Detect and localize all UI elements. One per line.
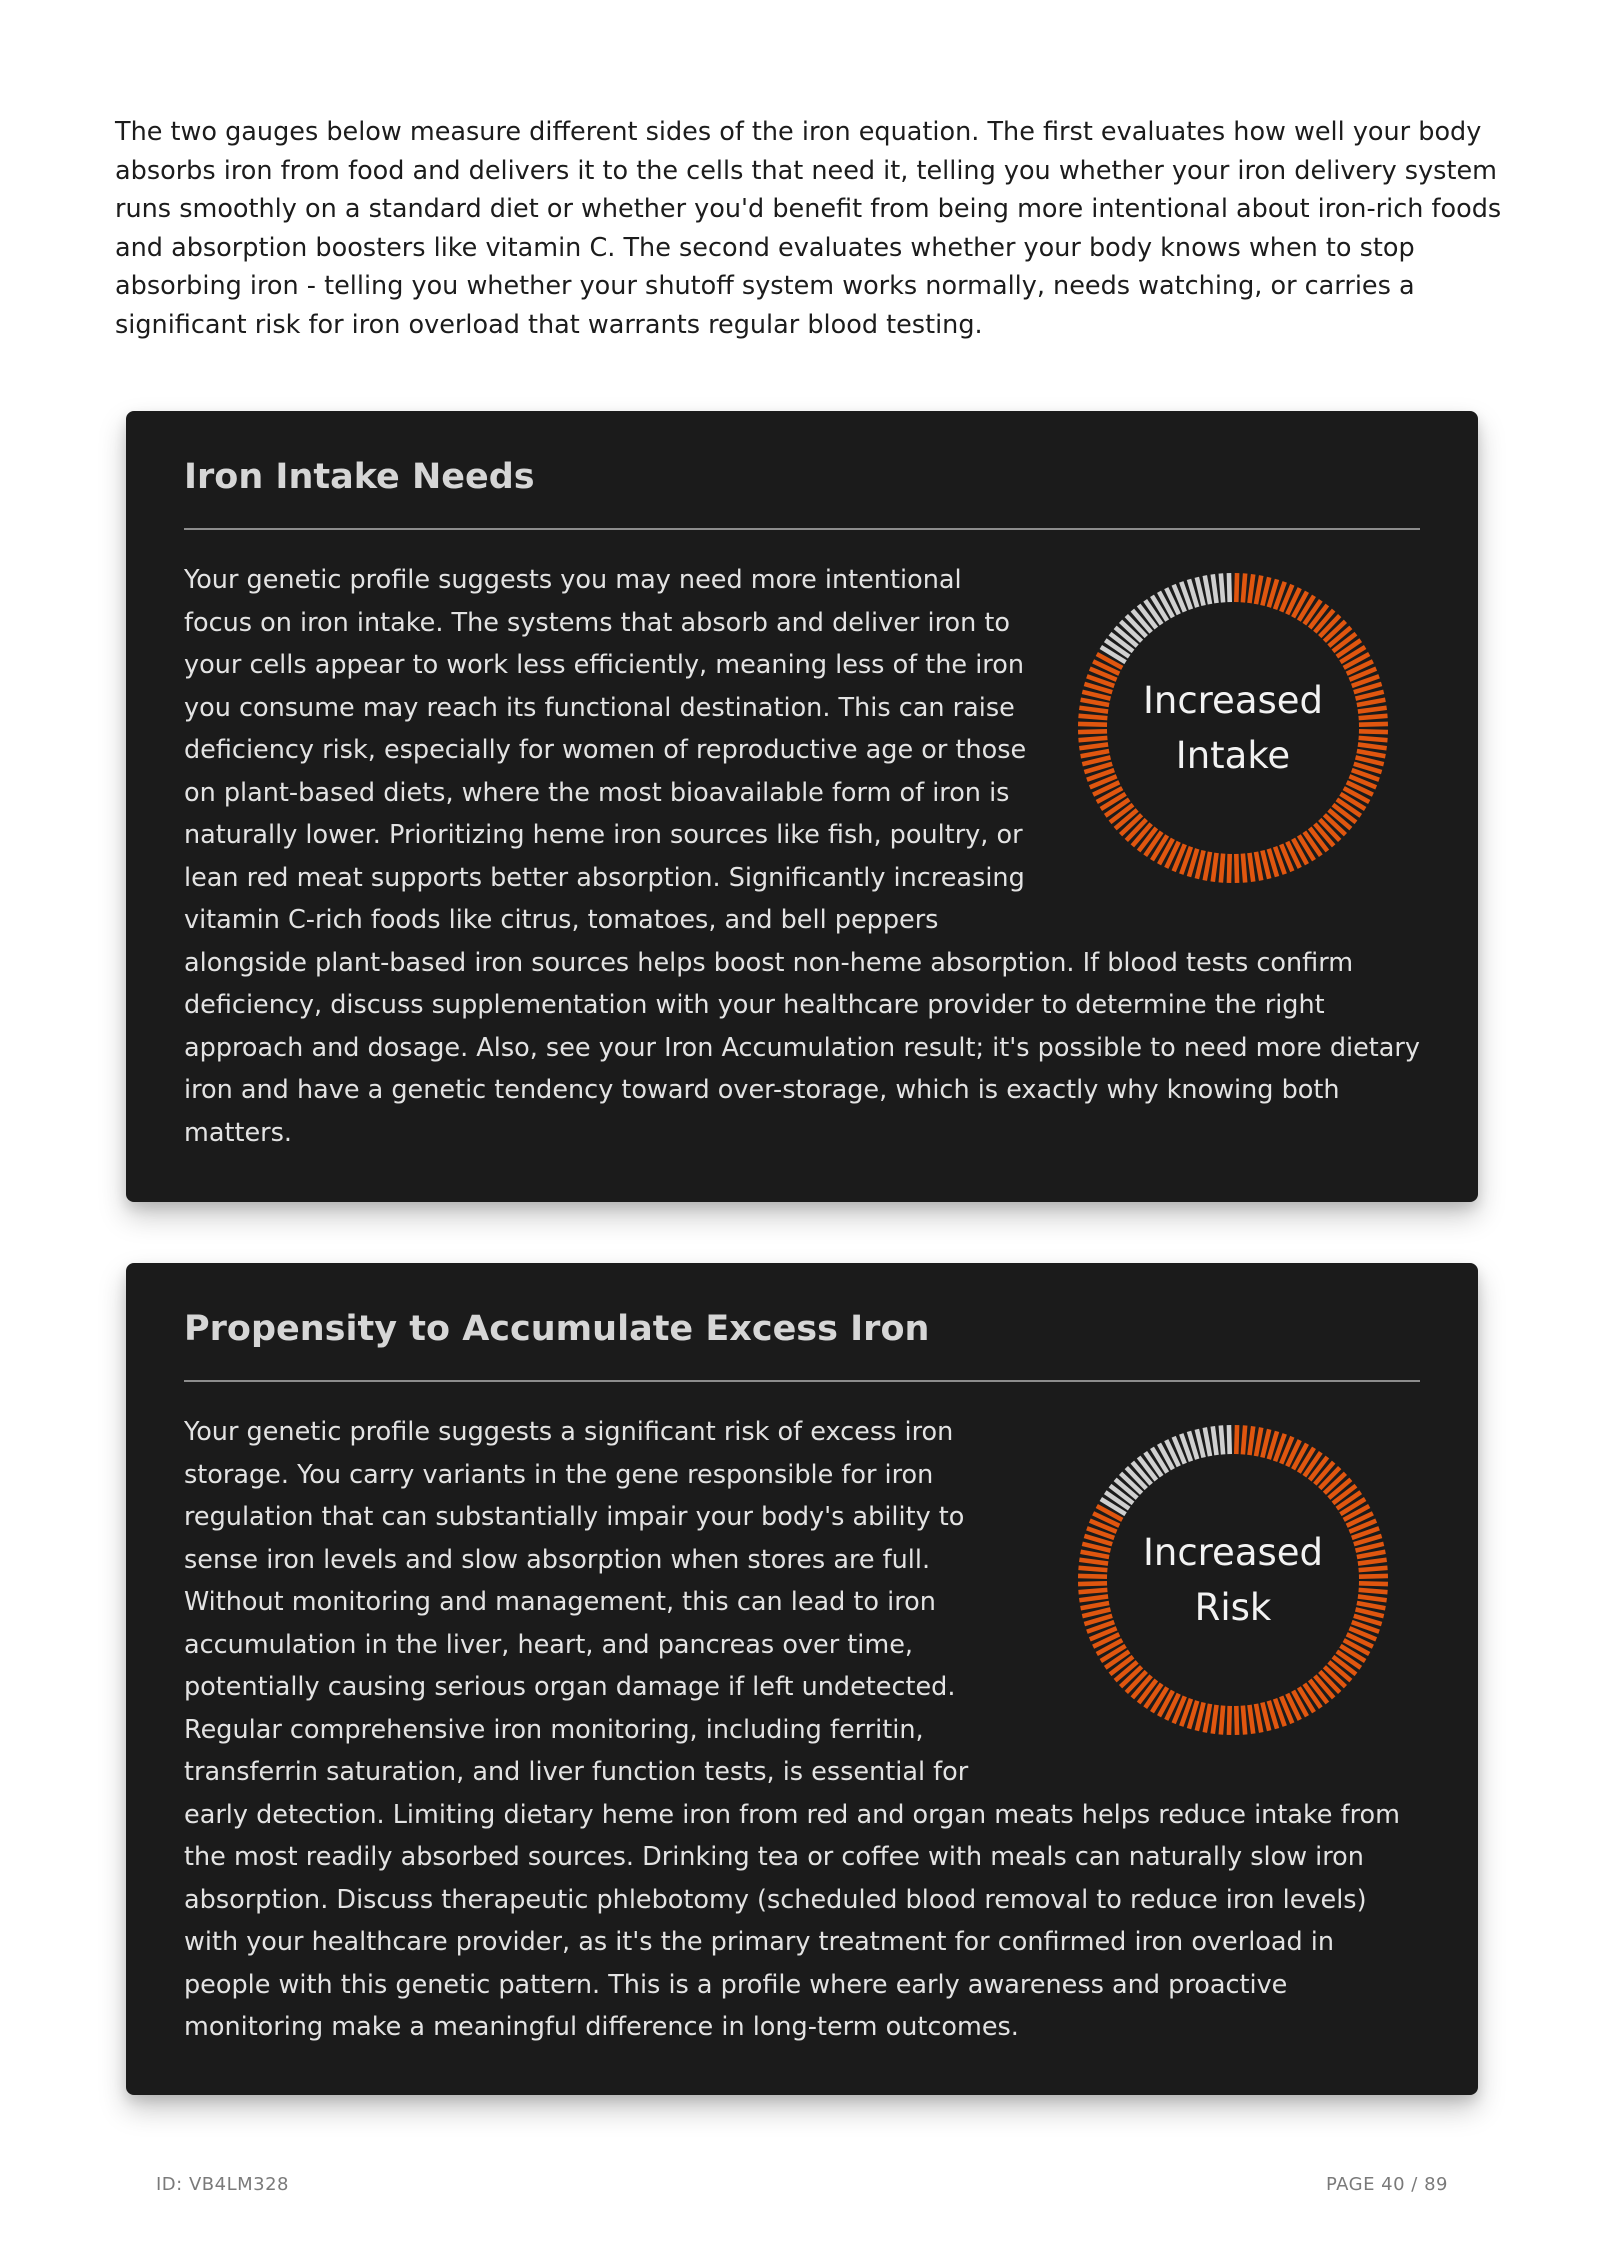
card-divider [184,528,1420,530]
gauge-spacer [1034,559,1424,939]
card-body-text [184,1411,1424,2049]
gauge-spacer [1034,1411,1424,1791]
gauge-label-line1: Increased [1142,1531,1324,1574]
card-title: Iron Intake Needs [184,457,535,497]
card-title: Propensity to Accumulate Excess Iron [184,1309,930,1349]
card-divider [184,1380,1420,1382]
page-number: PAGE 40 / 89 [1325,2174,1448,2195]
card-body-content: Your genetic profile suggests a significant risk of excess iron storage. You carry variants in the gene responsible for iron regulation that can substantially impair your body's ability to sense iron levels and slow absorption when stores are full. Without monitoring and management, this can lead to iron accumulation in the liver, heart, and pancreas over time, potentially causing serious organ damage if left undetected. Regular comprehensive iron monitoring, including ferritin, transferrin saturation, and liver function tests, is essential for early detection. Limiting dietary heme iron from red and organ meats helps reduce intake from the most readily absorbed sources. Drinking tea or coffee with meals can naturally slow iron absorption. Discuss therapeutic phlebotomy (scheduled blood removal to reduce iron levels) with your healthcare provider, as it's the primary treatment for confirmed iron overload in people with this genetic pattern. This is a profile where early awareness and proactive monitoring make a meaningful difference in long-term outcomes. [184,1417,1400,2042]
card-body-content: Your genetic profile suggests you may need more intentional focus on iron intake. The systems that absorb and deliver iron to your cells appear to work less efficiently, meaning less of the iron you consume may reach its functional destination. This can raise deficiency risk, especially for women of reproductive age or those on plant-based diets, where the most bioavailable form of iron is naturally lower. Prioritizing heme iron sources like fish, poultry, or lean red meat supports better absorption. Significantly increasing vitamin C-rich foods like citrus, tomatoes, and bell peppers alongside plant-based iron sources helps boost non-heme absorption. If blood tests confirm deficiency, discuss supplementation with your healthcare provider to determine the right approach and dosage. Also, see your Iron Accumulation result; it's possible to need more dietary iron and have a genetic tendency toward over-storage, which is exactly why knowing both matters. [184,565,1421,1148]
iron-accumulation-card [126,1263,1478,2095]
gauge-label-line1: Increased [1142,679,1324,722]
gauge-label-line2: Risk [1194,1586,1272,1629]
document-id: ID: VB4LM328 [156,2174,289,2195]
intro-paragraph: The two gauges below measure different sides of the iron equation. The first evaluates how well your body absorbs iron from food and delivers it to the cells that need it, telling you whether your iron delivery system runs smoothly on a standard diet or whether you'd benefit from being more intentional about iron-rich foods and absorption boosters like vitamin C. The second evaluates whether your body knows when to stop absorbing iron - telling you whether your shutoff system works normally, needs watching, or carries a significant risk for iron overload that warrants regular blood testing. [115,117,1502,340]
iron-intake-card [126,411,1478,1202]
gauge-label-line2: Intake [1175,734,1291,777]
card-body-text [184,559,1424,1154]
